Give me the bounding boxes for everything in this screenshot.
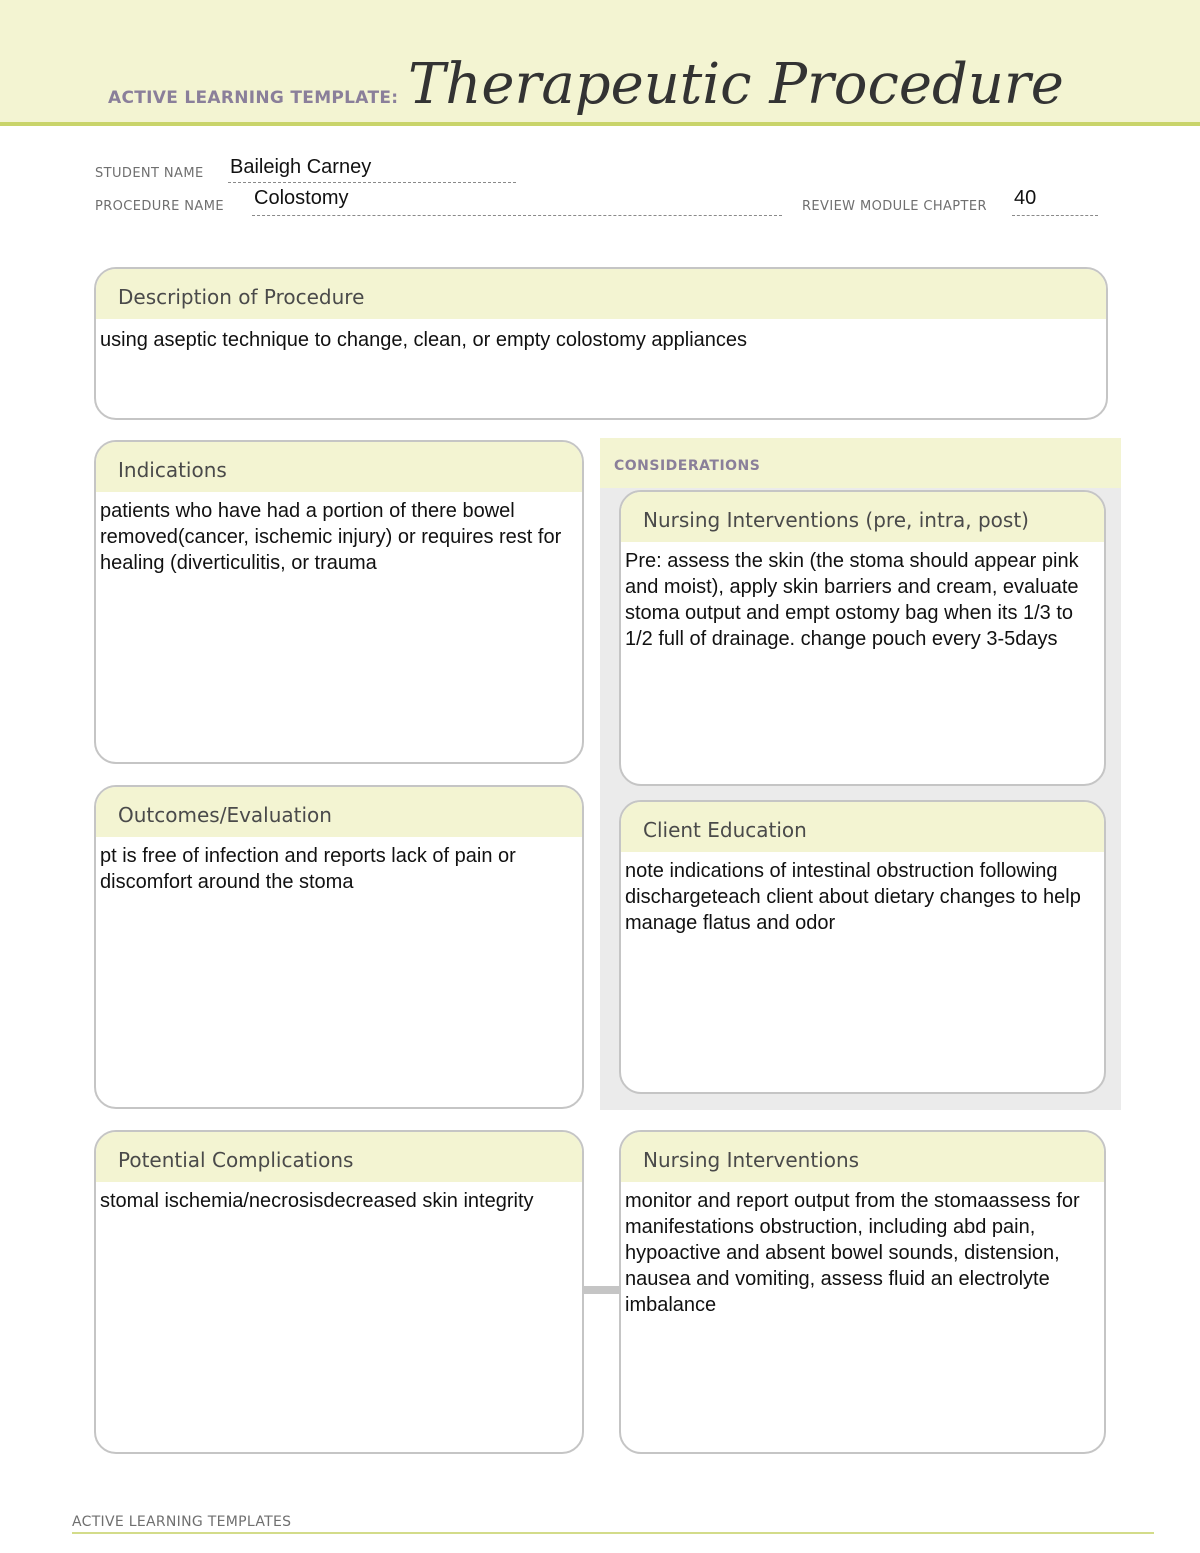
outcomes-title: Outcomes/Evaluation	[118, 803, 332, 827]
outcomes-body[interactable]: pt is free of infection and reports lack of pain or discomfort around the stoma	[100, 845, 516, 893]
review-module-field[interactable]: 40	[1014, 187, 1037, 209]
client-education-title: Client Education	[643, 818, 807, 842]
review-module-line	[1012, 215, 1098, 216]
complications-connector	[584, 1286, 620, 1294]
student-name-label: STUDENT NAME	[95, 166, 204, 181]
indications-body[interactable]: patients who have had a portion of there bowel removed(cancer, ischemic injury) or requires rest for healing (diverticulitis, or trauma	[100, 500, 562, 574]
page-title: Therapeutic Procedure	[408, 52, 1064, 117]
procedure-name-line	[252, 215, 782, 216]
complications-card	[94, 1130, 584, 1454]
student-name-field[interactable]: Baileigh Carney	[230, 156, 372, 178]
student-name-line	[228, 182, 516, 183]
complications-title: Potential Complications	[118, 1148, 354, 1172]
nursing-pre-intra-post-card	[619, 490, 1106, 786]
nursing-interventions-card	[619, 1130, 1106, 1454]
procedure-name-label: PROCEDURE NAME	[95, 199, 224, 214]
nursing-pre-intra-post-title: Nursing Interventions (pre, intra, post)	[643, 508, 1029, 532]
review-module-label: REVIEW MODULE CHAPTER	[802, 199, 987, 214]
procedure-name-field[interactable]: Colostomy	[254, 187, 349, 209]
indications-card	[94, 440, 584, 764]
outcomes-card	[94, 785, 584, 1109]
nursing-interventions-title: Nursing Interventions	[643, 1148, 860, 1172]
client-education-card	[619, 800, 1106, 1094]
description-body[interactable]: using aseptic technique to change, clean, or empty colostomy appliances	[100, 329, 748, 351]
template-kicker: ACTIVE LEARNING TEMPLATE:	[108, 88, 399, 108]
nursing-interventions-body[interactable]: monitor and report output from the stomaassess for manifestations obstruction, including abd pain, hypoactive and absent bowel sounds, distension, nausea and vomiting, assess fluid an electrolyte imbalance	[625, 1190, 1080, 1316]
description-title: Description of Procedure	[118, 285, 365, 309]
description-card	[94, 267, 1108, 420]
complications-body[interactable]: stomal ischemia/necrosisdecreased skin integrity	[100, 1190, 534, 1212]
footer-label: ACTIVE LEARNING TEMPLATES	[72, 1514, 292, 1530]
footer-divider	[72, 1532, 1154, 1534]
nursing-pre-intra-post-body[interactable]: Pre: assess the skin (the stoma should appear pink and moist), apply skin barriers and cream, evaluate stoma output and empt ostomy bag when its 1/3 to 1/2 full of drainage. change pouch every 3-5days	[625, 550, 1079, 650]
header-divider	[0, 122, 1200, 126]
indications-title: Indications	[118, 458, 227, 482]
considerations-label: CONSIDERATIONS	[614, 458, 761, 474]
client-education-body[interactable]: note indications of intestinal obstruction following dischargeteach client about dietary changes to help manage flatus and odor	[625, 860, 1081, 934]
